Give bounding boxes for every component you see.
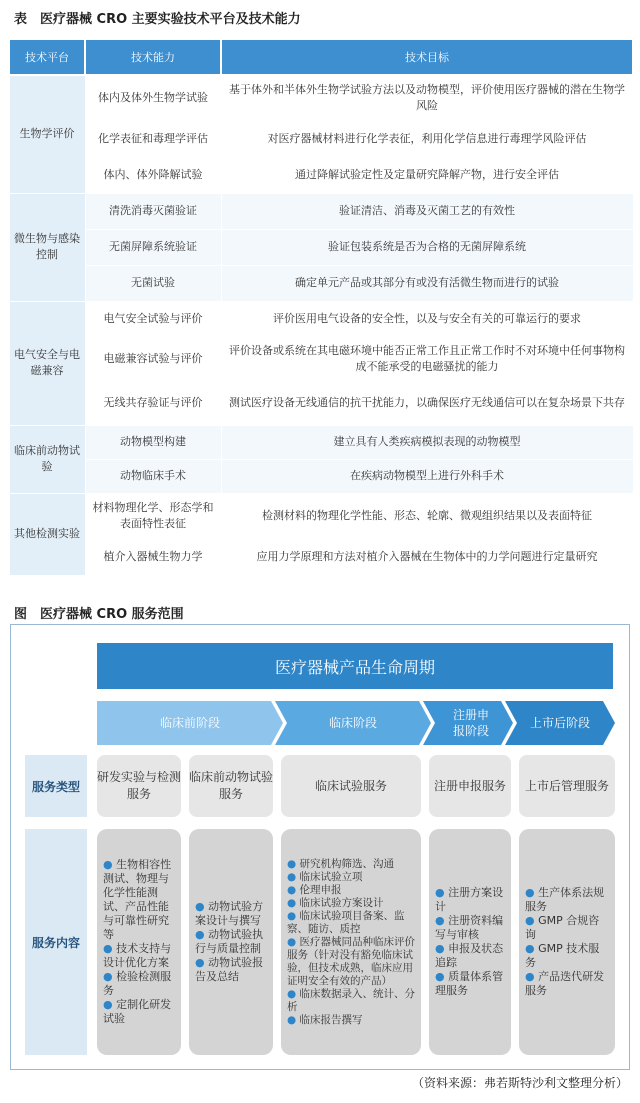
list-item: ● 动物试验方案设计与撰写 [195,900,264,927]
goal-cell: 测试医疗设备无线通信的抗干扰能力，以确保医疗无线通信可以在复杂场景下共存 [221,381,633,425]
list-item: ● GMP 技术服务 [525,942,600,969]
bullet-icon: ● [103,998,117,1011]
list-item: ● 临床报告撰写 [287,1013,363,1026]
phase-label: 临床阶段 [328,716,377,730]
figure-title: 图 医疗器械 CRO 服务范围 [14,607,184,622]
category-cell: 临床前动物试验 [9,425,85,493]
capability-cell: 无菌屏障系统验证 [85,229,221,265]
bullet-icon: ● [103,942,117,955]
category-cell: 其他检测实验 [9,493,85,575]
service-type-box: 上市后管理服务 [519,755,615,817]
goal-cell: 评价医用电气设备的安全性，以及与安全有关的可靠运行的要求 [221,301,633,337]
capability-cell: 清洗消毒灭菌验证 [85,193,221,229]
bullet-icon: ● [287,935,300,948]
list-item: ● 质量体系管理服务 [435,970,504,997]
list-item: ● 产品迭代研发服务 [525,970,605,997]
capability-cell: 体内、体外降解试验 [85,157,221,193]
bullet-icon: ● [525,886,539,899]
category-cell: 电气安全与电磁兼容 [9,301,85,425]
service-type-box: 研发实验与检测服务 [97,755,181,817]
capability-cell: 电磁兼容试验与评价 [85,337,221,381]
capability-cell: 无菌试验 [85,265,221,301]
list-item: ● 动物试验报告及总结 [195,956,264,983]
list-item: ● 申报及状态追踪 [435,942,504,969]
phase-label: 注册申报阶段 [452,708,489,738]
list-item: ● 生产体系法规服务 [525,886,605,913]
header-goal: 技术目标 [221,39,633,75]
bullet-icon: ● [435,886,449,899]
lifecycle-banner: 医疗器械产品生命周期 [97,643,613,689]
bullet-icon: ● [287,857,300,870]
goal-cell: 验证清洁、消毒及灭菌工艺的有效性 [221,193,633,229]
goal-cell: 通过降解试验定性及定量研究降解产物，进行安全评估 [221,157,633,193]
phase-clinical [275,701,431,745]
bullet-icon: ● [525,942,539,955]
bullet-icon: ● [195,900,209,913]
capability-cell: 植介入器械生物力学 [85,539,221,575]
list-item: ● 伦理申报 [287,883,342,896]
list-item: ● 动物试验执行与质量控制 [195,928,264,955]
header-platform: 技术平台 [9,39,85,75]
list-item: ● 注册方案设计 [435,886,504,913]
bullet-icon: ● [287,1013,300,1026]
service-type-box: 临床试验服务 [281,755,421,817]
goal-cell: 在疾病动物模型上进行外科手术 [221,459,633,493]
phase-preclinical [97,701,283,745]
bullet-icon: ● [435,914,449,927]
tech-platform-table [8,38,634,576]
list-item: ● 临床试验立项 [287,870,363,883]
bullet-icon: ● [287,896,300,909]
goal-cell: 评价设备或系统在其电磁环境中能否正常工作且正常工作时不对环境中任何事物构成不能承受的电磁骚扰的能力 [221,337,633,381]
list-item: ● 定制化研发试验 [103,998,172,1025]
list-item: ● 医疗器械同品种临床评价服务（针对没有豁免临床试验，但技术成熟，临床应用证明安全有效的产品） [287,935,415,987]
bullet-icon: ● [195,928,209,941]
list-item: ● GMP 合规咨询 [525,914,600,941]
service-scope-diagram [10,624,630,1070]
list-item: ● 临床试验项目备案、监察、随访、质控 [287,909,405,935]
bullet-icon: ● [287,870,300,883]
row-label-service-content: 服务内容 [25,829,87,1055]
bullet-icon: ● [195,956,209,969]
service-content-box [189,829,273,1055]
goal-cell: 建立具有人类疾病模拟表现的动物模型 [221,425,633,459]
bullet-icon: ● [287,987,300,1000]
capability-cell: 动物模型构建 [85,425,221,459]
list-item: ● 技术支持与设计优化方案 [103,942,172,969]
service-type-box: 临床前动物试验服务 [189,755,273,817]
service-content-box [97,829,181,1055]
phase-postmarket [505,701,615,745]
capability-cell: 化学表征和毒理学评估 [85,121,221,157]
list-item: ● 注册资料编写与审核 [435,914,504,941]
service-content-box [281,829,421,1055]
bullet-icon: ● [435,970,449,983]
phase-label: 临床前阶段 [159,716,220,730]
table-title: 表 医疗器械 CRO 主要实验技术平台及技术能力 [14,12,301,27]
goal-cell: 基于体外和半体外生物学试验方法以及动物模型，评价使用医疗器械的潜在生物学风险 [221,75,633,121]
goal-cell: 确定单元产品或其部分有或没有活微生物而进行的试验 [221,265,633,301]
goal-cell: 检测材料的物理化学性能、形态、轮廓、微观组织结果以及表面特征 [221,493,633,539]
bullet-icon: ● [435,942,449,955]
list-item: ● 检验检测服务 [103,970,172,997]
list-item: ● 临床数据录入、统计、分析 [287,987,415,1013]
goal-cell: 验证包装系统是否为合格的无菌屏障系统 [221,229,633,265]
bullet-icon: ● [103,858,117,871]
goal-cell: 应用力学原理和方法对植介入器械在生物体中的力学问题进行定量研究 [221,539,633,575]
list-item: ● 研究机构筛选、沟通 [287,857,394,870]
list-item: ● 生物相容性测试、物理与化学性能测试、产品性能与可靠性研究等 [103,858,172,941]
goal-cell: 对医疗器械材料进行化学表征，利用化学信息进行毒理学风险评估 [221,121,633,157]
row-label-service-type: 服务类型 [25,755,87,817]
bullet-icon: ● [103,970,117,983]
header-capability: 技术能力 [85,39,221,75]
list-item: ● 临床试验方案设计 [287,896,384,909]
category-cell: 微生物与感染控制 [9,193,85,301]
bullet-icon: ● [287,909,300,922]
service-type-box: 注册申报服务 [429,755,511,817]
phase-label: 上市后阶段 [529,716,590,730]
capability-cell: 动物临床手术 [85,459,221,493]
capability-cell: 电气安全试验与评价 [85,301,221,337]
source-note: （资料来源：弗若斯特沙利文整理分析） [411,1076,628,1090]
service-content-box [429,829,511,1055]
capability-cell: 体内及体外生物学试验 [85,75,221,121]
bullet-icon: ● [525,970,539,983]
capability-cell: 无线共存验证与评价 [85,381,221,425]
bullet-icon: ● [525,914,539,927]
bullet-icon: ● [287,883,300,896]
service-content-box [519,829,615,1055]
capability-cell: 材料物理化学、形态学和表面特性表征 [85,493,221,539]
phase-registration [423,701,513,745]
category-cell: 生物学评价 [9,75,85,193]
